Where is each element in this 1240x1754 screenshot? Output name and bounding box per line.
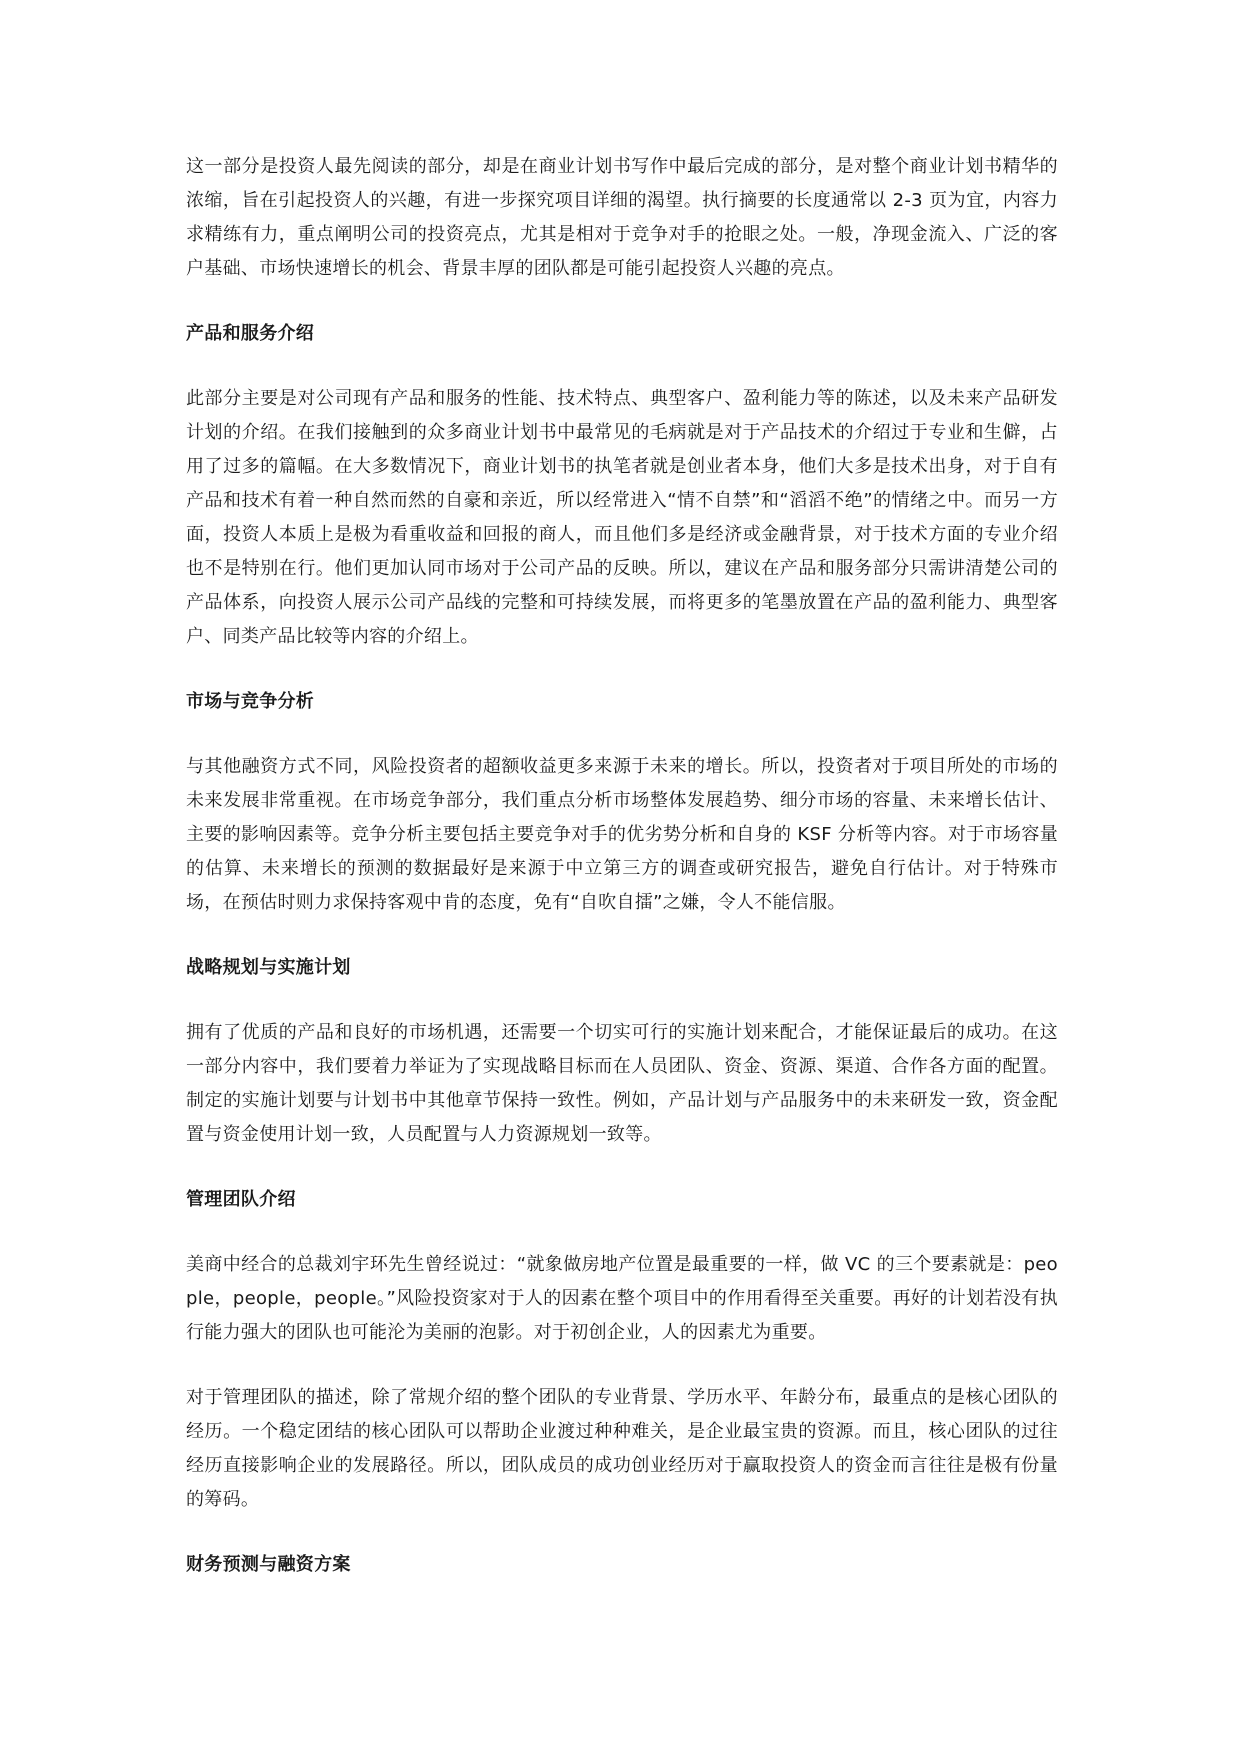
section-paragraph-strategy: 拥有了优质的产品和良好的市场机遇，还需要一个切实可行的实施计划来配合，才能保证最后的成功。在这一部分内容中，我们要着力举证为了实现战略目标而在人员团队、资金、资源、渠道、合作各方面的配置。制定的实施计划要与计划书中其他章节保持一致性。例如，产品计划与产品服务中的未来研发一致，资金配置与资金使用计划一致，人员配置与人力资源规划一致等。	[186, 1022, 1058, 1145]
document-page	[186, 150, 1058, 1582]
section-heading-market: 市场与竞争分析	[186, 691, 315, 712]
intro-paragraph: 这一部分是投资人最先阅读的部分，却是在商业计划书写作中最后完成的部分，是对整个商业计划书精华的浓缩，旨在引起投资人的兴趣，有进一步探究项目详细的渴望。执行摘要的长度通常以 2-3 页为宜，内容力求精练有力，重点阐明公司的投资亮点，尤其是相对于竞争对手的抢眼之处。一般，净现金流入、广泛的客户基础、市场快速增长的机会、背景丰厚的团队都是可能引起投资人兴趣的亮点。	[186, 156, 1058, 279]
section-paragraph-market: 与其他融资方式不同，风险投资者的超额收益更多来源于未来的增长。所以，投资者对于项目所处的市场的未来发展非常重视。在市场竞争部分，我们重点分析市场整体发展趋势、细分市场的容量、未来增长估计、主要的影响因素等。竞争分析主要包括主要竞争对手的优劣势分析和自身的 KSF 分析等内容。对于市场容量的估算、未来增长的预测的数据最好是来源于中立第三方的调查或研究报告，避免自行估计。对于特殊市场，在预估时则力求保持客观中肯的态度，免有“自吹自擂”之嫌，令人不能信服。	[186, 756, 1058, 913]
section-heading-strategy: 战略规划与实施计划	[186, 957, 351, 978]
section-paragraph-products: 此部分主要是对公司现有产品和服务的性能、技术特点、典型客户、盈利能力等的陈述，以及未来产品研发计划的介绍。在我们接触到的众多商业计划书中最常见的毛病就是对于产品技术的介绍过于专业和生僻，占用了过多的篇幅。在大多数情况下，商业计划书的执笔者就是创业者本身，他们大多是技术出身，对于自有产品和技术有着一种自然而然的自豪和亲近，所以经常进入“情不自禁”和“滔滔不绝”的情绪之中。而另一方面，投资人本质上是极为看重收益和回报的商人，而且他们多是经济或金融背景，对于技术方面的专业介绍也不是特别在行。他们更加认同市场对于公司产品的反映。所以，建议在产品和服务部分只需讲清楚公司的产品体系，向投资人展示公司产品线的完整和可持续发展，而将更多的笔墨放置在产品的盈利能力、典型客户、同类产品比较等内容的介绍上。	[186, 388, 1058, 647]
section-heading-products: 产品和服务介绍	[186, 323, 315, 344]
section-paragraph-team-1: 美商中经合的总裁刘宇环先生曾经说过：“就象做房地产位置是最重要的一样，做 VC 的三个要素就是：people，people，people。”风险投资家对于人的因素在整个项目中的作用看得至关重要。再好的计划若没有执行能力强大的团队也可能沦为美丽的泡影。对于初创企业，人的因素尤为重要。	[186, 1254, 1058, 1343]
section-heading-finance: 财务预测与融资方案	[186, 1554, 351, 1575]
section-paragraph-team-2: 对于管理团队的描述，除了常规介绍的整个团队的专业背景、学历水平、年龄分布，最重点的是核心团队的经历。一个稳定团结的核心团队可以帮助企业渡过种种难关，是企业最宝贵的资源。而且，核心团队的过往经历直接影响企业的发展路径。所以，团队成员的成功创业经历对于赢取投资人的资金而言往往是极有份量的筹码。	[186, 1387, 1058, 1510]
section-heading-team: 管理团队介绍	[186, 1189, 296, 1210]
